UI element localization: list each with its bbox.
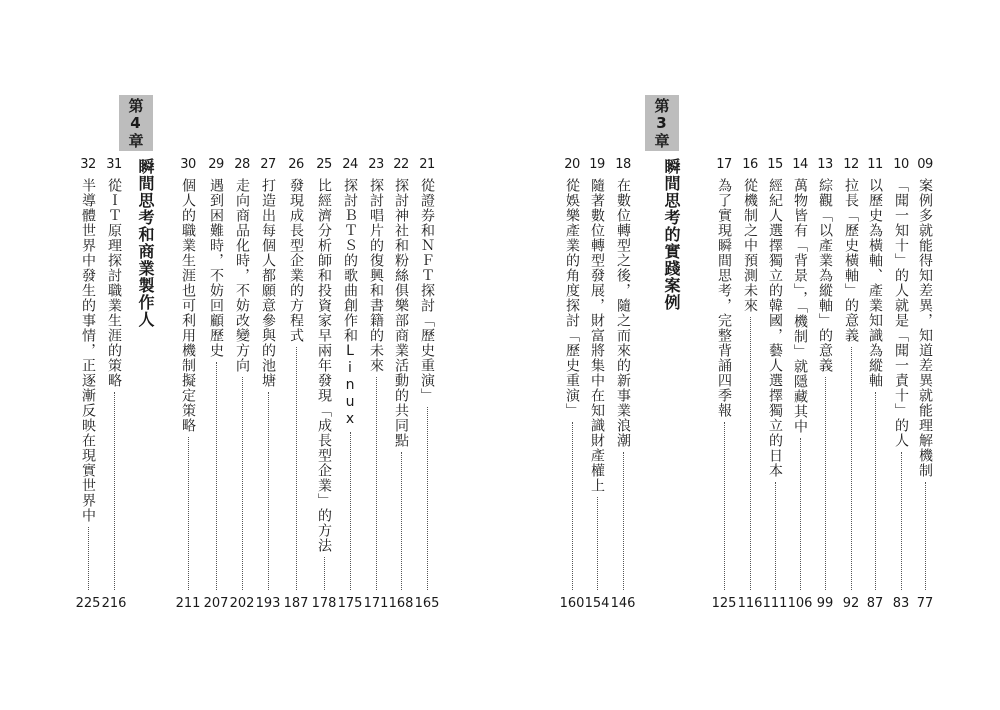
toc-entry[interactable] — [815, 158, 835, 590]
entry-page-number: 207 — [203, 596, 229, 611]
entry-page-number: 225 — [75, 596, 101, 611]
chapter-tag — [119, 95, 153, 151]
entry-page-number: 77 — [916, 596, 934, 611]
entry-number: 10 — [893, 157, 909, 172]
entry-page-number: 178 — [311, 596, 337, 611]
dot-leader — [724, 422, 725, 590]
entry-number: 28 — [234, 157, 250, 172]
dot-leader — [324, 557, 325, 590]
toc-entry[interactable] — [286, 158, 306, 590]
entry-number: 25 — [316, 157, 332, 172]
entry-number: 13 — [817, 157, 833, 172]
entry-title: 探討神社和粉絲俱樂部商業活動的共同點 — [393, 178, 409, 448]
chapter-title: 瞬間思考和商業製作人 — [136, 158, 155, 328]
dot-leader — [427, 407, 428, 590]
entry-title: 隨著數位轉型發展，財富將集中在知識財產權上 — [589, 178, 605, 493]
entry-page-number: 125 — [711, 596, 737, 611]
entry-number: 29 — [208, 157, 224, 172]
toc-entry[interactable] — [391, 158, 411, 590]
entry-page-number: 106 — [787, 596, 813, 611]
entry-title: 探討唱片的復興和書籍的未來 — [368, 178, 384, 373]
right-page — [500, 0, 1000, 710]
entry-page-number: 146 — [610, 596, 636, 611]
chapter-number: 第3章 — [652, 97, 671, 149]
toc-entry[interactable] — [915, 158, 935, 590]
entry-page-number: 111 — [762, 596, 788, 611]
toc-entry[interactable] — [740, 158, 760, 590]
entry-number: 11 — [867, 157, 883, 172]
toc-entry[interactable] — [258, 158, 278, 590]
entry-page-number: 92 — [842, 596, 860, 611]
entry-page-number: 171 — [363, 596, 389, 611]
entry-number: 22 — [393, 157, 409, 172]
entry-page-number: 165 — [414, 596, 440, 611]
entry-number: 12 — [843, 157, 859, 172]
toc-entry[interactable] — [314, 158, 334, 590]
dot-leader — [572, 422, 573, 590]
entry-number: 15 — [767, 157, 783, 172]
entry-title: 從機制之中預測未來 — [742, 178, 758, 313]
dot-leader — [296, 347, 297, 590]
entry-page-number: 187 — [283, 596, 309, 611]
toc-entry[interactable] — [78, 158, 98, 590]
entry-number: 32 — [80, 157, 96, 172]
dot-leader — [242, 377, 243, 590]
entry-title: 「聞一知十」的人就是「聞一責十」的人 — [893, 178, 909, 448]
dot-leader — [268, 392, 269, 590]
entry-page-number: 154 — [584, 596, 610, 611]
entry-title: 發現成長型企業的方程式 — [288, 178, 304, 343]
entry-page-number: 116 — [737, 596, 763, 611]
dot-leader — [825, 377, 826, 590]
toc-entry[interactable] — [891, 158, 911, 590]
entry-number: 20 — [564, 157, 580, 172]
dot-leader — [188, 437, 189, 590]
entry-title: 半導體世界中發生的事情，正逐漸反映在現實世界中 — [80, 178, 96, 523]
entry-title: 以歷史為橫軸、產業知識為縱軸 — [867, 178, 883, 388]
entry-title: 拉長「歷史橫軸」的意義 — [843, 178, 859, 343]
entry-page-number: 83 — [892, 596, 910, 611]
toc-entry[interactable] — [366, 158, 386, 590]
chapter-tag — [645, 95, 679, 151]
entry-number: 27 — [260, 157, 276, 172]
toc-entry[interactable] — [206, 158, 226, 590]
entry-number: 16 — [742, 157, 758, 172]
entry-title: 綜觀「以產業為縱軸」的意義 — [817, 178, 833, 373]
toc-entry[interactable] — [790, 158, 810, 590]
dot-leader — [376, 377, 377, 590]
dot-leader — [401, 452, 402, 590]
toc-entry[interactable] — [104, 158, 124, 590]
entry-number: 18 — [615, 157, 631, 172]
entry-number: 23 — [368, 157, 384, 172]
chapter-number: 第4章 — [126, 97, 145, 149]
entry-number: 24 — [342, 157, 358, 172]
entry-page-number: 168 — [388, 596, 414, 611]
toc-entry[interactable] — [765, 158, 785, 590]
entry-page-number: 160 — [559, 596, 585, 611]
dot-leader — [851, 347, 852, 590]
dot-leader — [875, 392, 876, 590]
toc-entry[interactable] — [841, 158, 861, 590]
entry-page-number: 87 — [866, 596, 884, 611]
dot-leader — [114, 392, 115, 590]
entry-title: 在數位轉型之後，隨之而來的新事業浪潮 — [615, 178, 631, 448]
entry-title: 探討ＢＴＳ的歌曲創作和Linux — [342, 178, 358, 428]
toc-entry[interactable] — [562, 158, 582, 590]
entry-title: 為了實現瞬間思考，完整背誦四季報 — [716, 178, 732, 418]
entry-number: 31 — [106, 157, 122, 172]
entry-page-number: 211 — [175, 596, 201, 611]
entry-page-number: 193 — [255, 596, 281, 611]
entry-title: 從娛樂產業的角度探討「歷史重演」 — [564, 178, 580, 418]
toc-entry[interactable] — [865, 158, 885, 590]
toc-entry[interactable] — [587, 158, 607, 590]
entry-number: 26 — [288, 157, 304, 172]
toc-entry[interactable] — [714, 158, 734, 590]
entry-page-number: 202 — [229, 596, 255, 611]
entry-title: 經紀人選擇獨立的韓國，藝人選擇獨立的日本 — [767, 178, 783, 478]
dot-leader — [597, 497, 598, 590]
toc-entry[interactable] — [613, 158, 633, 590]
dot-leader — [901, 452, 902, 590]
entry-number: 14 — [792, 157, 808, 172]
entry-number: 30 — [180, 157, 196, 172]
dot-leader — [88, 527, 89, 590]
entry-title: 從ＩＴ原理探討職業生涯的策略 — [106, 178, 122, 388]
entry-page-number: 175 — [337, 596, 363, 611]
entry-title: 遇到困難時，不妨回顧歷史 — [208, 178, 224, 358]
entry-title: 走向商品化時，不妨改變方向 — [234, 178, 250, 373]
entry-number: 09 — [917, 157, 933, 172]
entry-title: 萬物皆有「背景」，「機制」就隱藏其中 — [792, 178, 808, 434]
dot-leader — [350, 432, 351, 590]
dot-leader — [623, 452, 624, 590]
toc-entry[interactable] — [178, 158, 198, 590]
entry-title: 從證券和ＮＦＴ探討「歷史重演」 — [419, 178, 435, 403]
entry-page-number: 216 — [101, 596, 127, 611]
entry-title: 案例多就能得知差異，知道差異就能理解機制 — [917, 178, 933, 478]
entry-number: 19 — [589, 157, 605, 172]
dot-leader — [800, 438, 801, 590]
toc-entry[interactable] — [417, 158, 437, 590]
entry-title: 個人的職業生涯也可利用機制擬定策略 — [180, 178, 196, 433]
dot-leader — [216, 362, 217, 590]
toc-entry[interactable] — [232, 158, 252, 590]
dot-leader — [750, 317, 751, 590]
entry-number: 21 — [419, 157, 435, 172]
toc-entry[interactable] — [340, 158, 360, 590]
chapter-title: 瞬間思考的實踐案例 — [662, 158, 681, 311]
dot-leader — [925, 482, 926, 590]
entry-title: 打造出每個人都願意參與的池塘 — [260, 178, 276, 388]
entry-number: 17 — [716, 157, 732, 172]
entry-title: 比經濟分析師和投資家早兩年發現「成長型企業」的方法 — [316, 178, 332, 553]
dot-leader — [775, 482, 776, 590]
entry-page-number: 99 — [816, 596, 834, 611]
